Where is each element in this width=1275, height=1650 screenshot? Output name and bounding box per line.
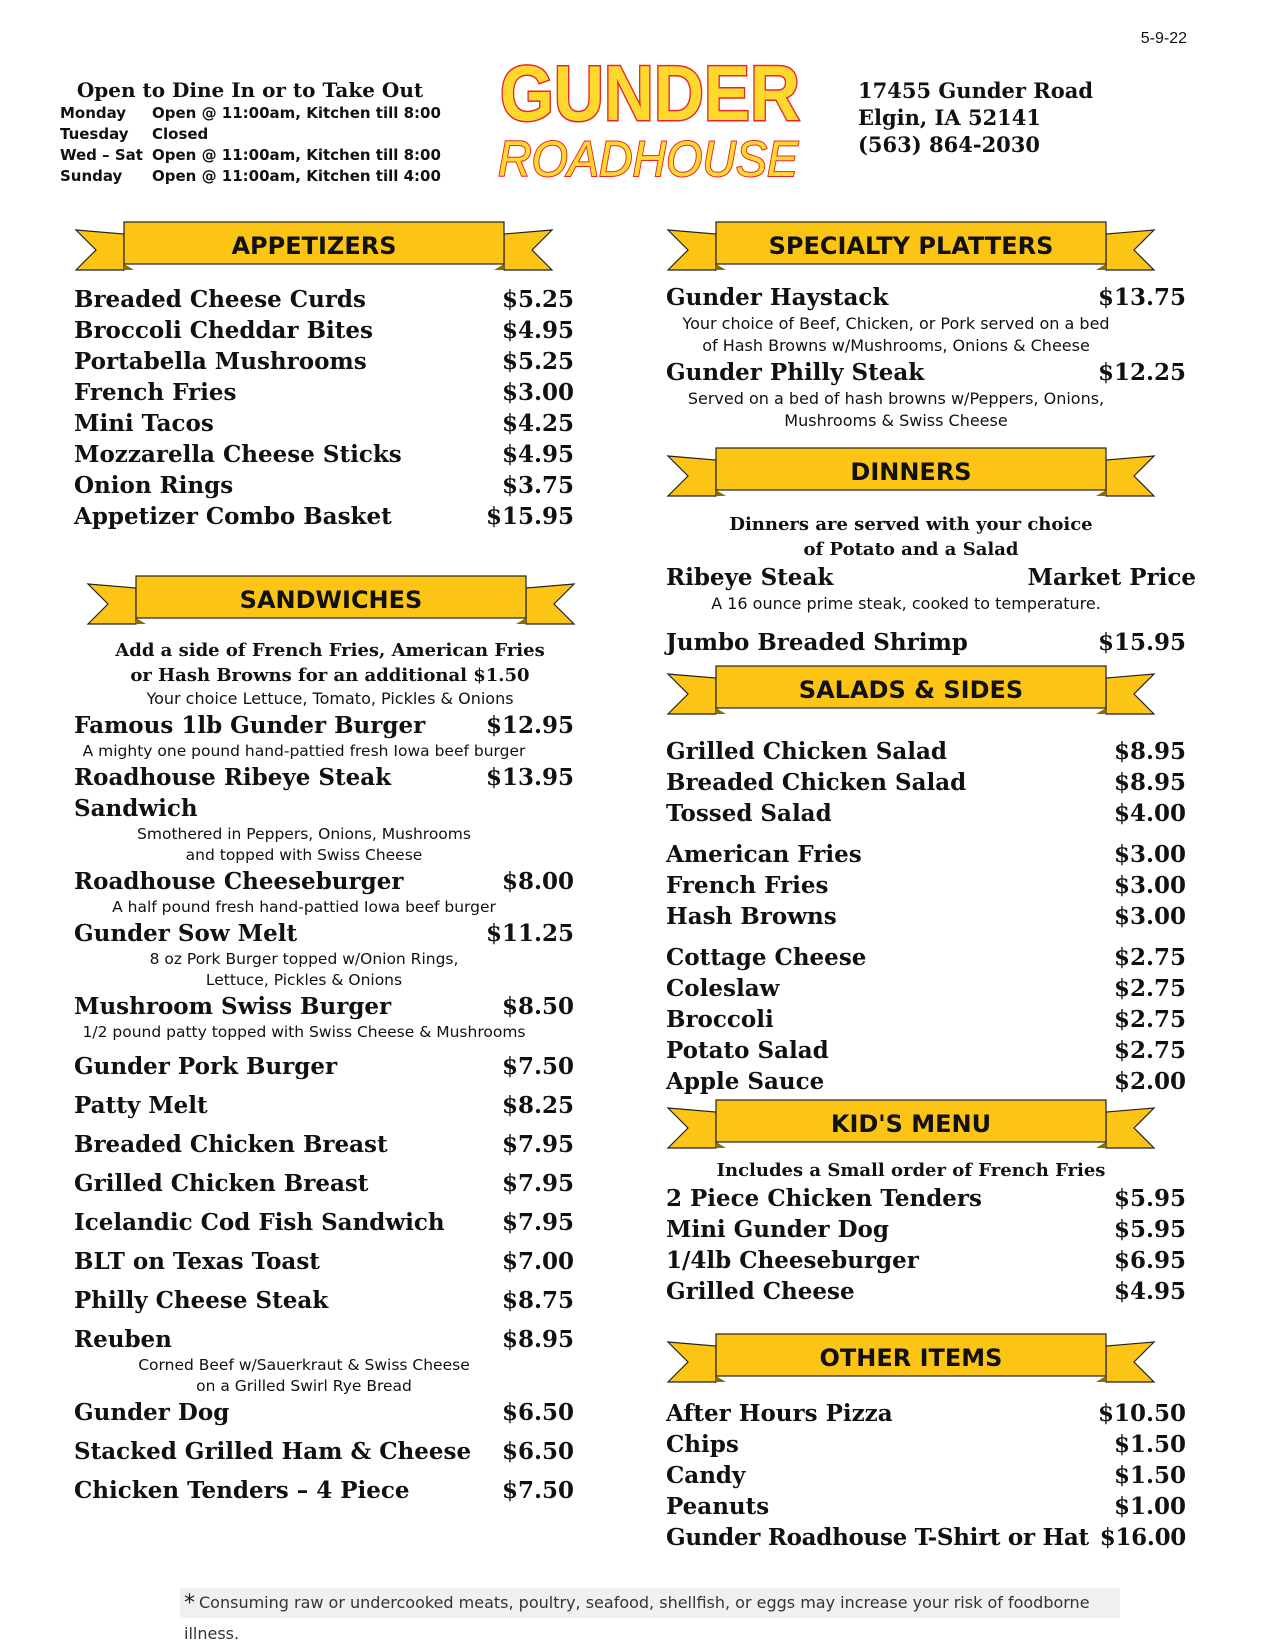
hours-day: Tuesday: [60, 125, 129, 143]
hours-time: Open @ 11:00am, Kitchen till 8:00: [152, 104, 441, 122]
svg-text:ROADHOUSE: ROADHOUSE: [498, 131, 799, 187]
section-title: OTHER ITEMS: [819, 1344, 1003, 1372]
food-safety-disclaimer: [180, 1588, 1120, 1643]
menu-item: [74, 315, 574, 346]
item-description: of Hash Browns w/Mushrooms, Onions & Cheese: [702, 336, 1090, 355]
section-title: DINNERS: [850, 458, 972, 486]
item-description: 1/2 pound patty topped with Swiss Cheese & Mushrooms: [82, 1023, 526, 1041]
item-price: $7.50: [501, 1477, 574, 1504]
item-price: $12.25: [1097, 359, 1186, 386]
menu-item: [666, 1276, 1186, 1307]
item-name: Gunder Pork Burger: [74, 1053, 338, 1080]
menu-item: [666, 942, 1186, 973]
item-name: Broccoli Cheddar Bites: [74, 317, 373, 344]
menu-item: [74, 1397, 574, 1428]
menu-item: [74, 408, 574, 439]
item-price: $4.95: [501, 441, 574, 468]
sandwiches-note: Add a side of French Fries, American Fries: [115, 640, 545, 661]
menu-item: [74, 1090, 574, 1121]
item-price: $7.95: [501, 1209, 574, 1236]
item-description: on a Grilled Swirl Rye Bread: [196, 1377, 412, 1395]
item-name: Gunder Philly Steak: [666, 359, 925, 386]
menu-item: [74, 377, 574, 408]
item-price: $5.95: [1113, 1185, 1186, 1212]
menu-item: [666, 736, 1186, 767]
menu-item: [74, 346, 574, 377]
item-name: Grilled Cheese: [666, 1278, 855, 1305]
item-price: $1.00: [1113, 1493, 1186, 1520]
item-price: $5.25: [501, 286, 574, 313]
menu-item: [666, 357, 1186, 388]
item-price: Market Price: [1027, 564, 1196, 591]
item-price: $3.00: [1113, 903, 1186, 930]
item-name: Philly Cheese Steak: [74, 1287, 329, 1314]
item-price: $7.95: [501, 1170, 574, 1197]
other-banner: [666, 1332, 1206, 1388]
item-name: Ribeye Steak: [666, 564, 834, 591]
menu-item: [666, 1004, 1186, 1035]
hours-time: Closed: [152, 125, 209, 143]
item-price: $6.50: [501, 1399, 574, 1426]
item-price: $3.00: [501, 379, 574, 406]
hours-row: [60, 103, 460, 124]
sandwiches-note: or Hash Browns for an additional $1.50: [130, 665, 530, 686]
item-name: Gunder Sow Melt: [74, 920, 298, 947]
item-name: Roadhouse Cheeseburger: [74, 868, 404, 895]
sandwiches-section: [74, 574, 604, 1506]
menu-item: [666, 282, 1186, 313]
item-description: Your choice of Beef, Chicken, or Pork served on a bed: [682, 314, 1110, 333]
hours-day: Monday: [60, 104, 127, 122]
item-price: $8.25: [501, 1092, 574, 1119]
menu-item: [666, 1066, 1186, 1097]
item-price: $8.95: [1113, 769, 1186, 796]
item-name: Gunder Haystack: [666, 284, 889, 311]
menu-date: 5-9-22: [1140, 30, 1187, 47]
item-price: $4.25: [501, 410, 574, 437]
item-price: $10.50: [1097, 1400, 1186, 1427]
item-name: Tossed Salad: [666, 800, 832, 827]
disclaimer-text: Consuming raw or undercooked meats, poultry, seafood, shellfish, or eggs may increase your risk of foodborne illness.: [184, 1593, 1090, 1643]
item-name: Mushroom Swiss Burger: [74, 993, 392, 1020]
address-block: [858, 77, 1093, 158]
platters-section: [666, 220, 1206, 432]
item-price: $12.95: [485, 712, 574, 739]
item-price: $13.95: [485, 764, 574, 791]
item-description: A half pound fresh hand-pattied Iowa beef burger: [112, 898, 496, 916]
item-price: $3.00: [1113, 872, 1186, 899]
menu-item: [74, 439, 574, 470]
section-title: SALADS & SIDES: [798, 676, 1024, 704]
menu-item: [74, 1207, 574, 1238]
appetizers-section: [74, 220, 604, 532]
item-price: $4.95: [501, 317, 574, 344]
hours-row: [60, 166, 460, 187]
menu-item: [666, 1522, 1186, 1553]
menu-item: [666, 798, 1186, 829]
item-price: $5.95: [1113, 1216, 1186, 1243]
city-state-zip: Elgin, IA 52141: [858, 105, 1042, 130]
item-name: Apple Sauce: [666, 1068, 825, 1095]
item-name: Icelandic Cod Fish Sandwich: [74, 1209, 445, 1236]
salads-section: [666, 664, 1206, 1097]
menu-item: [74, 1051, 574, 1082]
item-price: $8.50: [501, 993, 574, 1020]
item-price: $7.00: [501, 1248, 574, 1275]
item-price: $8.00: [501, 868, 574, 895]
item-name: Mini Tacos: [74, 410, 214, 437]
item-name: Chicken Tenders – 4 Piece: [74, 1477, 410, 1504]
item-name: Peanuts: [666, 1493, 770, 1520]
dinners-banner: [666, 446, 1206, 502]
other-section: [666, 1332, 1206, 1553]
menu-item: [74, 866, 574, 897]
platters-banner: [666, 220, 1206, 276]
item-price: $2.75: [1113, 975, 1186, 1002]
dinners-section: [666, 446, 1206, 658]
item-name: Grilled Chicken Salad: [666, 738, 947, 765]
phone-number: (563) 864-2030: [858, 132, 1041, 157]
item-name: Breaded Cheese Curds: [74, 286, 366, 313]
item-name: Potato Salad: [666, 1037, 829, 1064]
item-price: $7.50: [501, 1053, 574, 1080]
item-name: 1/4lb Cheeseburger: [666, 1247, 919, 1274]
dinners-note: Dinners are served with your choice: [729, 514, 1093, 535]
hours-day: Sunday: [60, 167, 123, 185]
appetizers-banner: [74, 220, 604, 276]
item-name: Candy: [666, 1462, 746, 1489]
menu-item: [74, 710, 574, 741]
item-price: $3.75: [501, 472, 574, 499]
menu-item: [74, 1168, 574, 1199]
item-name: Hash Browns: [666, 903, 837, 930]
item-description: Lettuce, Pickles & Onions: [205, 971, 403, 989]
item-price: $2.75: [1113, 1006, 1186, 1033]
gunder-roadhouse-logo: [490, 48, 810, 188]
menu-item: [666, 870, 1186, 901]
menu-item: [666, 1491, 1186, 1522]
menu-item: [666, 839, 1186, 870]
item-name: Famous 1lb Gunder Burger: [74, 712, 426, 739]
hours-row: [60, 145, 460, 166]
menu-item: [74, 918, 574, 949]
menu-item: [74, 1129, 574, 1160]
item-name: Appetizer Combo Basket: [74, 503, 392, 530]
menu-item: [666, 1214, 1186, 1245]
item-name: Cottage Cheese: [666, 944, 867, 971]
svg-text:GUNDER: GUNDER: [500, 49, 800, 137]
kids-banner: [666, 1098, 1206, 1154]
item-price: $6.95: [1113, 1247, 1186, 1274]
salads-banner: [666, 664, 1206, 720]
dinners-note: of Potato and a Salad: [803, 539, 1019, 560]
menu-item: [74, 1285, 574, 1316]
hours-time: Open @ 11:00am, Kitchen till 8:00: [152, 146, 441, 164]
item-name: American Fries: [666, 841, 862, 868]
item-name: French Fries: [666, 872, 829, 899]
item-name: Gunder Dog: [74, 1399, 230, 1426]
menu-item: [74, 501, 574, 532]
menu-item: [666, 1245, 1186, 1276]
asterisk: *: [184, 1591, 195, 1616]
item-price: $1.50: [1113, 1462, 1186, 1489]
item-description: Smothered in Peppers, Onions, Mushrooms: [137, 825, 471, 843]
menu-item: [74, 991, 574, 1022]
menu-item: [74, 1246, 574, 1277]
item-price: $11.25: [485, 920, 574, 947]
menu-item: [74, 1324, 574, 1355]
menu-item: [666, 627, 1186, 658]
menu-item: [666, 1183, 1186, 1214]
item-description: and topped with Swiss Cheese: [185, 846, 423, 864]
item-name: Stacked Grilled Ham & Cheese: [74, 1438, 472, 1465]
item-name: Coleslaw: [666, 975, 780, 1002]
item-price: $4.95: [1113, 1278, 1186, 1305]
menu-item: [74, 1436, 574, 1467]
item-name: Broccoli: [666, 1006, 774, 1033]
item-price: $1.50: [1113, 1431, 1186, 1458]
item-name: BLT on Texas Toast: [74, 1248, 320, 1275]
item-price: $5.25: [501, 348, 574, 375]
item-price: $8.95: [501, 1326, 574, 1353]
item-description: A 16 ounce prime steak, cooked to temperature.: [711, 594, 1101, 613]
hours-row: [60, 124, 460, 145]
item-description: 8 oz Pork Burger topped w/Onion Rings,: [149, 950, 459, 968]
item-price: $2.00: [1113, 1068, 1186, 1095]
sandwiches-subnote: Your choice Lettuce, Tomato, Pickles & Onions: [146, 689, 514, 708]
item-name: Reuben: [74, 1326, 172, 1353]
item-name: Gunder Roadhouse T-Shirt or Hat: [666, 1524, 1089, 1551]
kids-section: [666, 1098, 1206, 1307]
item-name: Mini Gunder Dog: [666, 1216, 889, 1243]
item-price: $8.95: [1113, 738, 1186, 765]
item-description: Corned Beef w/Sauerkraut & Swiss Cheese: [138, 1356, 470, 1374]
menu-item: [666, 973, 1186, 1004]
hours-day: Wed – Sat: [60, 146, 143, 164]
item-name: Chips: [666, 1431, 739, 1458]
hours-block: [60, 78, 460, 187]
item-name: Grilled Chicken Breast: [74, 1170, 369, 1197]
item-name: After Hours Pizza: [666, 1400, 893, 1427]
item-name: Portabella Mushrooms: [74, 348, 367, 375]
item-name: Breaded Chicken Breast: [74, 1131, 388, 1158]
item-name: French Fries: [74, 379, 237, 406]
item-name: 2 Piece Chicken Tenders: [666, 1185, 983, 1212]
menu-item: [666, 562, 1196, 593]
menu-item: [666, 767, 1186, 798]
menu-item: [666, 1398, 1186, 1429]
section-title: SANDWICHES: [239, 586, 423, 614]
kids-note: Includes a Small order of French Fries: [716, 1160, 1106, 1181]
item-price: $2.75: [1113, 944, 1186, 971]
item-price: $8.75: [501, 1287, 574, 1314]
item-price: $16.00: [1099, 1524, 1186, 1551]
item-name: Roadhouse Ribeye Steak Sandwich: [74, 764, 392, 822]
menu-item: [74, 1475, 574, 1506]
menu-item: [74, 762, 574, 824]
item-price: $3.00: [1113, 841, 1186, 868]
item-price: $7.95: [501, 1131, 574, 1158]
item-name: Onion Rings: [74, 472, 234, 499]
item-name: Patty Melt: [74, 1092, 208, 1119]
item-name: Mozzarella Cheese Sticks: [74, 441, 402, 468]
item-price: $15.95: [1097, 629, 1186, 656]
item-name: Jumbo Breaded Shrimp: [666, 629, 968, 656]
item-description: Mushrooms & Swiss Cheese: [784, 411, 1008, 430]
menu-item: [666, 1035, 1186, 1066]
item-name: Breaded Chicken Salad: [666, 769, 967, 796]
menu-item: [666, 1460, 1186, 1491]
menu-item: [74, 284, 574, 315]
item-price: $13.75: [1097, 284, 1186, 311]
menu-item: [666, 901, 1186, 932]
hours-time: Open @ 11:00am, Kitchen till 4:00: [152, 167, 441, 185]
item-price: $6.50: [501, 1438, 574, 1465]
item-price: $2.75: [1113, 1037, 1186, 1064]
item-description: Served on a bed of hash browns w/Peppers, Onions,: [687, 389, 1105, 408]
hours-title: Open to Dine In or to Take Out: [76, 78, 424, 102]
section-title: KID'S MENU: [830, 1110, 992, 1138]
item-price: $4.00: [1113, 800, 1186, 827]
menu-item: [74, 470, 574, 501]
menu-item: [666, 1429, 1186, 1460]
street-address: 17455 Gunder Road: [858, 78, 1094, 103]
item-description: A mighty one pound hand-pattied fresh Iowa beef burger: [82, 742, 526, 760]
section-title: APPETIZERS: [231, 232, 397, 260]
item-price: $15.95: [485, 503, 574, 530]
section-title: SPECIALTY PLATTERS: [768, 232, 1054, 260]
sandwiches-banner: [74, 574, 604, 630]
